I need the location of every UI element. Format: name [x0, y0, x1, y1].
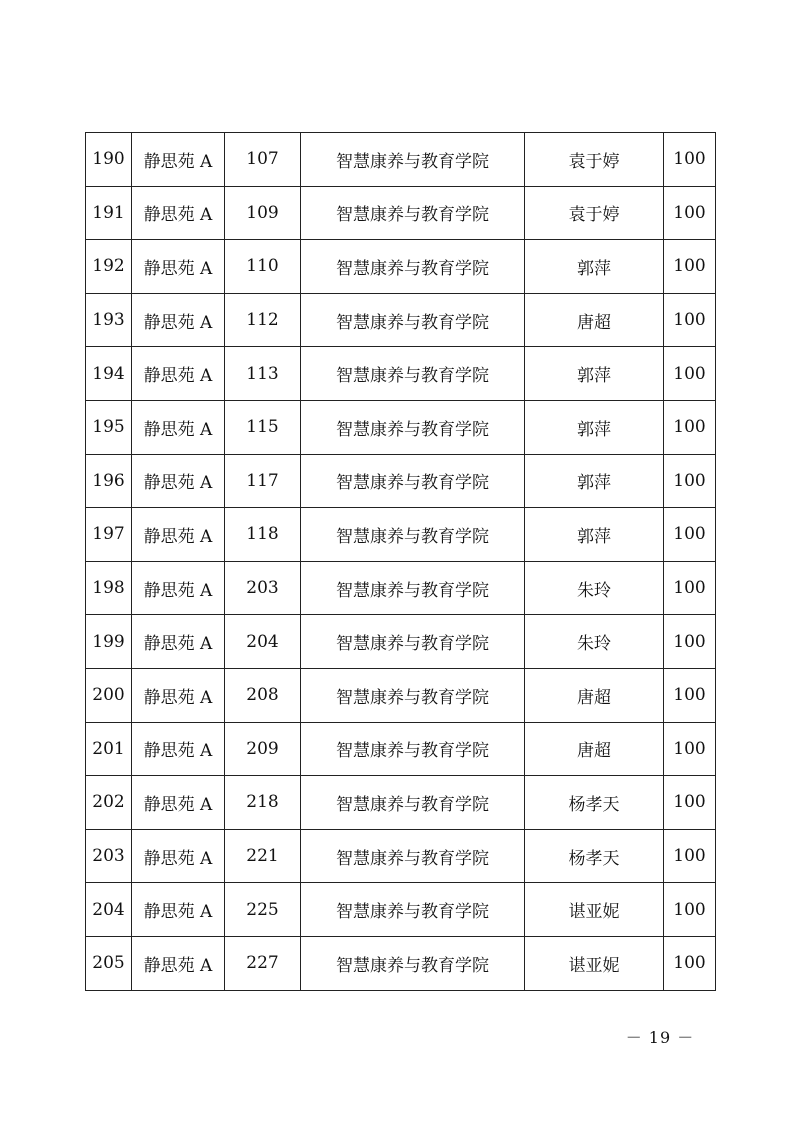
building-cell: 静思苑 A [132, 668, 225, 722]
person-cell: 朱玲 [525, 615, 664, 669]
table-body [86, 133, 716, 991]
score-cell: 100 [664, 508, 716, 562]
person-cell: 谌亚妮 [525, 883, 664, 937]
building-cell: 静思苑 A [132, 883, 225, 937]
table-row [86, 561, 716, 615]
row-number-cell: 203 [86, 829, 132, 883]
score-cell: 100 [664, 561, 716, 615]
college-cell: 智慧康养与教育学院 [301, 400, 525, 454]
room-cell: 227 [225, 936, 301, 990]
row-number-cell: 204 [86, 883, 132, 937]
building-cell: 静思苑 A [132, 293, 225, 347]
college-cell: 智慧康养与教育学院 [301, 829, 525, 883]
building-cell: 静思苑 A [132, 776, 225, 830]
dormitory-score-table [85, 132, 716, 991]
row-number-cell: 196 [86, 454, 132, 508]
college-cell: 智慧康养与教育学院 [301, 936, 525, 990]
building-cell: 静思苑 A [132, 347, 225, 401]
college-cell: 智慧康养与教育学院 [301, 454, 525, 508]
score-cell: 100 [664, 347, 716, 401]
room-cell: 208 [225, 668, 301, 722]
table-row [86, 186, 716, 240]
building-cell: 静思苑 A [132, 133, 225, 187]
room-cell: 218 [225, 776, 301, 830]
person-cell: 谌亚妮 [525, 936, 664, 990]
person-cell: 袁于婷 [525, 133, 664, 187]
building-cell: 静思苑 A [132, 561, 225, 615]
building-cell: 静思苑 A [132, 936, 225, 990]
row-number-cell: 200 [86, 668, 132, 722]
college-cell: 智慧康养与教育学院 [301, 293, 525, 347]
college-cell: 智慧康养与教育学院 [301, 133, 525, 187]
row-number-cell: 191 [86, 186, 132, 240]
table-row [86, 400, 716, 454]
person-cell: 郭萍 [525, 454, 664, 508]
score-cell: 100 [664, 615, 716, 669]
score-cell: 100 [664, 776, 716, 830]
row-number-cell: 190 [86, 133, 132, 187]
building-cell: 静思苑 A [132, 240, 225, 294]
building-cell: 静思苑 A [132, 400, 225, 454]
table-row [86, 240, 716, 294]
college-cell: 智慧康养与教育学院 [301, 776, 525, 830]
table-row [86, 722, 716, 776]
table-row [86, 776, 716, 830]
building-cell: 静思苑 A [132, 186, 225, 240]
row-number-cell: 193 [86, 293, 132, 347]
room-cell: 109 [225, 186, 301, 240]
person-cell: 郭萍 [525, 508, 664, 562]
room-cell: 209 [225, 722, 301, 776]
score-cell: 100 [664, 936, 716, 990]
table-row [86, 293, 716, 347]
score-cell: 100 [664, 722, 716, 776]
room-cell: 110 [225, 240, 301, 294]
college-cell: 智慧康养与教育学院 [301, 508, 525, 562]
college-cell: 智慧康养与教育学院 [301, 240, 525, 294]
person-cell: 杨孝天 [525, 829, 664, 883]
room-cell: 225 [225, 883, 301, 937]
score-cell: 100 [664, 240, 716, 294]
person-cell: 郭萍 [525, 240, 664, 294]
page-number: － 19 － [625, 1028, 695, 1047]
row-number-cell: 199 [86, 615, 132, 669]
person-cell: 朱玲 [525, 561, 664, 615]
table-row [86, 936, 716, 990]
person-cell: 袁于婷 [525, 186, 664, 240]
score-cell: 100 [664, 186, 716, 240]
table-row [86, 133, 716, 187]
person-cell: 唐超 [525, 668, 664, 722]
score-cell: 100 [664, 668, 716, 722]
table-row [86, 508, 716, 562]
score-cell: 100 [664, 133, 716, 187]
row-number-cell: 197 [86, 508, 132, 562]
room-cell: 112 [225, 293, 301, 347]
college-cell: 智慧康养与教育学院 [301, 883, 525, 937]
room-cell: 204 [225, 615, 301, 669]
college-cell: 智慧康养与教育学院 [301, 561, 525, 615]
table-row [86, 615, 716, 669]
person-cell: 郭萍 [525, 347, 664, 401]
table-row [86, 883, 716, 937]
building-cell: 静思苑 A [132, 722, 225, 776]
score-cell: 100 [664, 883, 716, 937]
row-number-cell: 195 [86, 400, 132, 454]
score-cell: 100 [664, 454, 716, 508]
college-cell: 智慧康养与教育学院 [301, 615, 525, 669]
row-number-cell: 192 [86, 240, 132, 294]
college-cell: 智慧康养与教育学院 [301, 186, 525, 240]
building-cell: 静思苑 A [132, 508, 225, 562]
person-cell: 唐超 [525, 722, 664, 776]
score-cell: 100 [664, 829, 716, 883]
row-number-cell: 202 [86, 776, 132, 830]
person-cell: 唐超 [525, 293, 664, 347]
score-cell: 100 [664, 293, 716, 347]
score-cell: 100 [664, 400, 716, 454]
person-cell: 郭萍 [525, 400, 664, 454]
table-row [86, 829, 716, 883]
row-number-cell: 194 [86, 347, 132, 401]
building-cell: 静思苑 A [132, 454, 225, 508]
table-row [86, 668, 716, 722]
row-number-cell: 198 [86, 561, 132, 615]
room-cell: 203 [225, 561, 301, 615]
room-cell: 118 [225, 508, 301, 562]
college-cell: 智慧康养与教育学院 [301, 347, 525, 401]
row-number-cell: 201 [86, 722, 132, 776]
table-row [86, 454, 716, 508]
building-cell: 静思苑 A [132, 829, 225, 883]
room-cell: 221 [225, 829, 301, 883]
room-cell: 107 [225, 133, 301, 187]
college-cell: 智慧康养与教育学院 [301, 668, 525, 722]
college-cell: 智慧康养与教育学院 [301, 722, 525, 776]
table-row [86, 347, 716, 401]
building-cell: 静思苑 A [132, 615, 225, 669]
room-cell: 115 [225, 400, 301, 454]
room-cell: 113 [225, 347, 301, 401]
person-cell: 杨孝天 [525, 776, 664, 830]
room-cell: 117 [225, 454, 301, 508]
row-number-cell: 205 [86, 936, 132, 990]
